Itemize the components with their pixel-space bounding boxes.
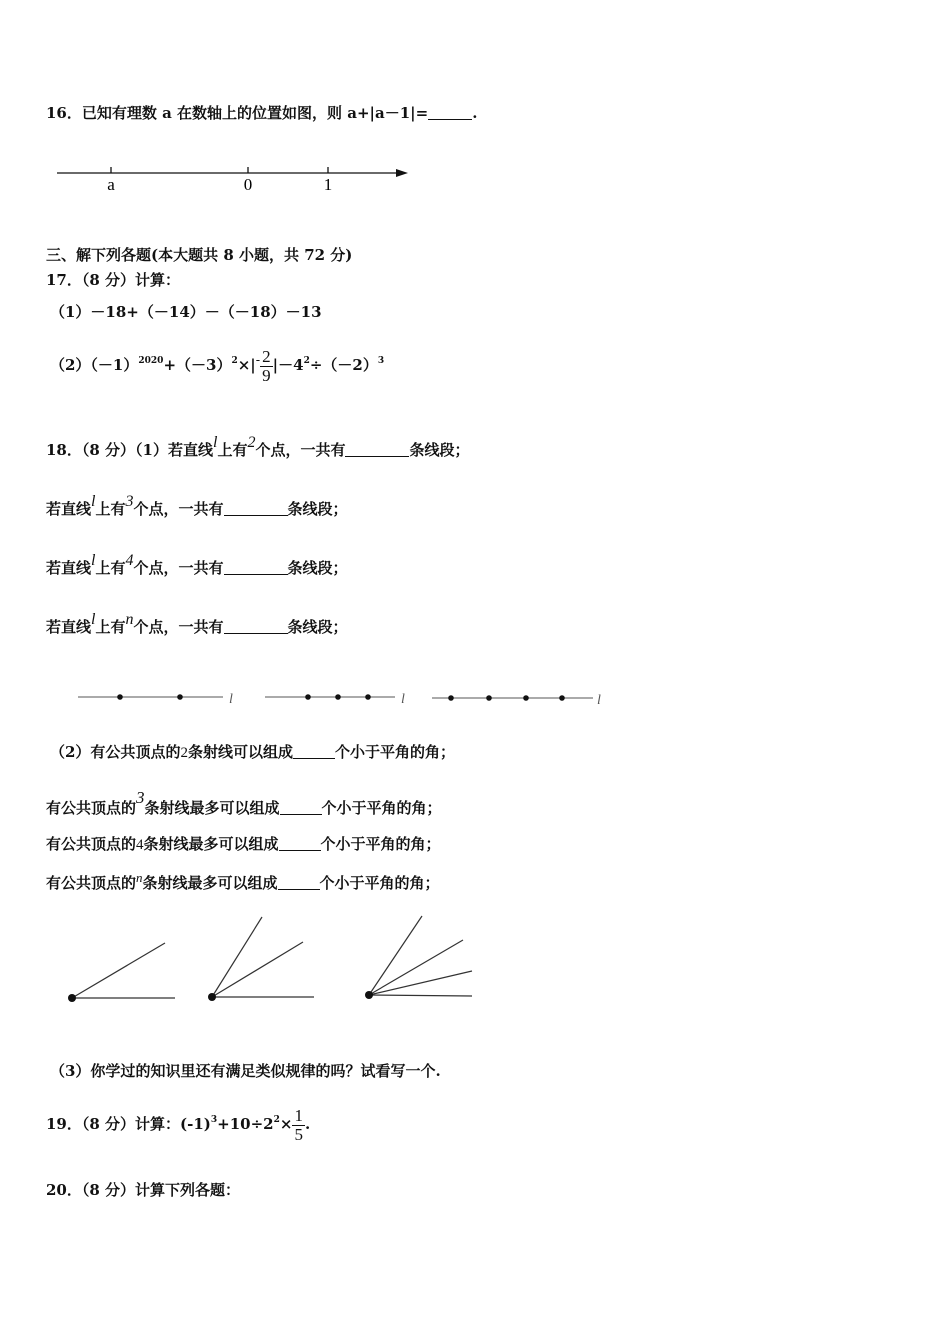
svg-text:l: l bbox=[229, 692, 233, 707]
q18-p2-line-2: 有公共顶点的3条射线最多可以组成 个小于平角的角； bbox=[46, 788, 442, 817]
number-line-arrow bbox=[396, 169, 408, 177]
rays-figure bbox=[60, 910, 480, 1010]
q18-angle-blank-3[interactable] bbox=[279, 836, 321, 851]
axis-label-1: 1 bbox=[323, 175, 333, 194]
q18-blank-3[interactable] bbox=[224, 560, 288, 575]
axis-label-0: 0 bbox=[243, 175, 253, 194]
q18-blank-2[interactable] bbox=[224, 501, 288, 516]
two-rays bbox=[68, 943, 175, 1002]
section-title: 三、解下列各题(本大题共 8 小题，共 72 分) bbox=[46, 246, 353, 264]
q18-line-1: 18．（8 分）（1）若直线l上有2个点，一共有 条线段； bbox=[46, 434, 470, 459]
q18-p2-line-4: 有公共顶点的n条射线最多可以组成 个小于平角的角； bbox=[46, 870, 440, 892]
q18-line-3: 若直线l上有4个点，一共有 条线段； bbox=[46, 552, 348, 577]
q18-line-4: 若直线l上有n个点，一共有 条线段； bbox=[46, 611, 348, 636]
q18-p2-line-3: 有公共顶点的4条射线最多可以组成 个小于平角的角； bbox=[46, 835, 441, 853]
line-three-points bbox=[265, 692, 405, 707]
q18-angle-blank-4[interactable] bbox=[278, 875, 320, 890]
q18-angle-blank-2[interactable] bbox=[280, 800, 322, 815]
q17-part2: $(2)(-1)^{2020}+(-3)^2\times|-$ $\frac{2}{9}$ $|-4^2\div(-2)^3$ bbox=[50, 346, 385, 385]
q20-heading: 20．（8 分）计算下列各题： bbox=[46, 1181, 241, 1199]
q16-text: 16．已知有理数 a 在数轴上的位置如图，则 a+|a－1|= . bbox=[46, 104, 478, 122]
q17-part1: （1）－18+（－14）－（－18）－13 bbox=[50, 303, 322, 321]
line-points-figure bbox=[75, 685, 615, 715]
q18-p2-line-1: （2）有公共顶点的2条射线可以组成 个小于平角的角； bbox=[50, 743, 455, 761]
three-rays bbox=[208, 917, 314, 1001]
q18-blank-4[interactable] bbox=[224, 619, 288, 634]
q18-blank-1[interactable] bbox=[345, 442, 409, 457]
fraction-one-fifth: $\frac{1}{5}$ bbox=[294, 1105, 303, 1144]
q18-part3: （3）你学过的知识里还有满足类似规律的吗？试看写一个. bbox=[50, 1062, 441, 1080]
four-rays bbox=[365, 916, 472, 999]
axis-label-a: a bbox=[107, 175, 115, 194]
svg-text:l: l bbox=[597, 693, 601, 708]
q18-angle-blank-1[interactable] bbox=[293, 744, 335, 759]
q16-answer-blank[interactable] bbox=[428, 105, 472, 120]
q19-text: 19．（8 分）计算：$(-1)^3+10\div 2^2\times$ $\frac{1}{5}$ . bbox=[46, 1105, 311, 1144]
line-two-points bbox=[78, 692, 233, 707]
fraction-two-ninths: $\frac{2}{9}$ bbox=[262, 346, 271, 385]
q17-heading: 17．（8 分）计算： bbox=[46, 271, 181, 289]
q18-line-2: 若直线l上有3个点，一共有 条线段； bbox=[46, 493, 348, 518]
line-four-points bbox=[432, 693, 601, 708]
svg-text:l: l bbox=[401, 692, 405, 707]
number-line-figure bbox=[55, 158, 415, 198]
